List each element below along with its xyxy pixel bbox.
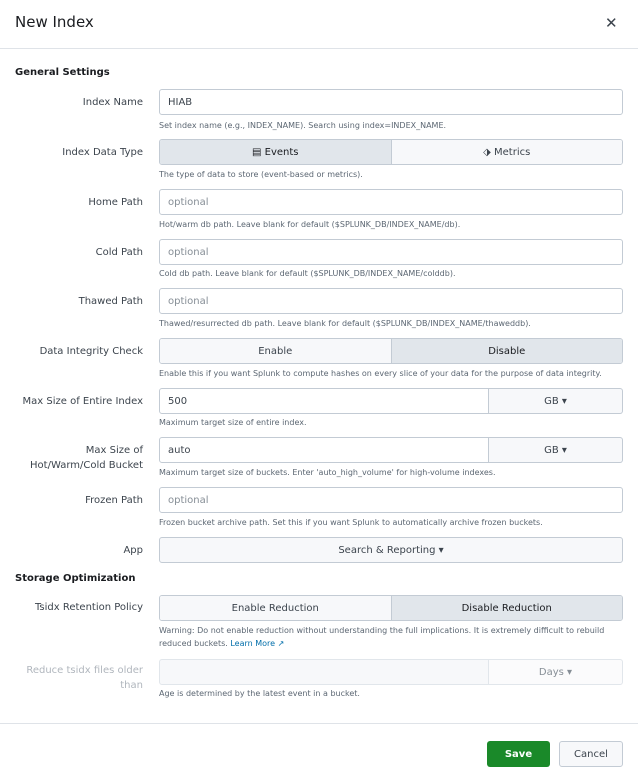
data-type-events-button[interactable]: ▤ Events xyxy=(160,140,391,164)
section-storage-optimization: Storage Optimization xyxy=(15,573,136,584)
document-icon: ▤ xyxy=(252,146,265,158)
app-dropdown[interactable]: Search & Reporting ▾ xyxy=(159,537,623,563)
bucket-size-unit-dropdown[interactable]: GB ▾ xyxy=(489,437,623,463)
save-button[interactable]: Save xyxy=(487,741,550,767)
cold-path-help: Cold db path. Leave blank for default ($SPLUNK_DB/INDEX_NAME/colddb). xyxy=(159,269,456,278)
max-size-label: Max Size of Entire Index xyxy=(22,396,143,407)
reduce-help: Age is determined by the latest event in a bucket. xyxy=(159,689,360,698)
bucket-size-help: Maximum target size of buckets. Enter 'auto_high_volume' for high-volume indexes. xyxy=(159,468,496,477)
reduce-age-input[interactable] xyxy=(159,659,489,685)
section-general-settings: General Settings xyxy=(15,67,110,78)
reduce-label: Reduce tsidx files older than xyxy=(26,665,143,691)
frozen-path-input[interactable]: optional xyxy=(159,487,623,513)
footer-divider xyxy=(0,723,638,724)
data-type-help: The type of data to store (event-based or metrics). xyxy=(159,170,363,179)
thawed-path-help: Thawed/resurrected db path. Leave blank for default ($SPLUNK_DB/INDEX_NAME/thaweddb). xyxy=(159,319,531,328)
integrity-label: Data Integrity Check xyxy=(39,346,143,357)
caret-down-icon: ▾ xyxy=(563,666,573,678)
cold-path-input[interactable]: optional xyxy=(159,239,623,265)
thawed-path-input[interactable]: optional xyxy=(159,288,623,314)
index-name-help: Set index name (e.g., INDEX_NAME). Search using index=INDEX_NAME. xyxy=(159,121,447,130)
close-icon[interactable]: ✕ xyxy=(605,14,618,32)
index-name-input[interactable]: HIAB xyxy=(159,89,623,115)
max-size-input[interactable]: 500 xyxy=(159,388,489,414)
caret-down-icon: ▾ xyxy=(435,544,444,556)
caret-down-icon: ▾ xyxy=(558,395,567,407)
index-name-label: Index Name xyxy=(82,97,143,108)
data-type-metrics-button[interactable]: ⬗ Metrics xyxy=(391,140,623,164)
frozen-path-label: Frozen Path xyxy=(85,495,143,506)
home-path-input[interactable]: optional xyxy=(159,189,623,215)
dialog-title: New Index xyxy=(15,13,94,31)
cold-path-label: Cold Path xyxy=(95,247,143,258)
ruler-icon: ⬗ xyxy=(483,146,495,158)
frozen-path-help: Frozen bucket archive path. Set this if you want Splunk to automatically archive frozen buckets. xyxy=(159,518,543,527)
tsidx-label: Tsidx Retention Policy xyxy=(34,602,143,613)
disable-reduction-button[interactable]: Disable Reduction xyxy=(391,596,623,620)
bucket-size-input[interactable]: auto xyxy=(159,437,489,463)
integrity-enable-button[interactable]: Enable xyxy=(160,339,391,363)
integrity-disable-button[interactable]: Disable xyxy=(391,339,623,363)
home-path-help: Hot/warm db path. Leave blank for default ($SPLUNK_DB/INDEX_NAME/db). xyxy=(159,220,461,229)
divider xyxy=(0,48,638,49)
max-size-help: Maximum target size of entire index. xyxy=(159,418,307,427)
caret-down-icon: ▾ xyxy=(558,444,567,456)
external-link-icon: ↗ xyxy=(277,639,285,648)
bucket-size-label: Max Size of Hot/Warm/Cold Bucket xyxy=(30,445,143,471)
cancel-button[interactable]: Cancel xyxy=(559,741,623,767)
app-label: App xyxy=(123,545,143,556)
learn-more-link[interactable]: Learn More ↗ xyxy=(230,639,285,648)
enable-reduction-button[interactable]: Enable Reduction xyxy=(160,596,391,620)
home-path-label: Home Path xyxy=(88,197,143,208)
reduce-unit-dropdown[interactable]: Days ▾ xyxy=(489,659,623,685)
tsidx-help: Warning: Do not enable reduction without understanding the full implications. It is extremely difficult to rebuild reduced buckets. Learn More ↗ xyxy=(159,626,605,648)
thawed-path-label: Thawed Path xyxy=(78,296,143,307)
max-size-unit-dropdown[interactable]: GB ▾ xyxy=(489,388,623,414)
data-type-label: Index Data Type xyxy=(62,147,143,158)
integrity-help: Enable this if you want Splunk to compute hashes on every slice of your data for the purpose of data integrity. xyxy=(159,369,602,378)
